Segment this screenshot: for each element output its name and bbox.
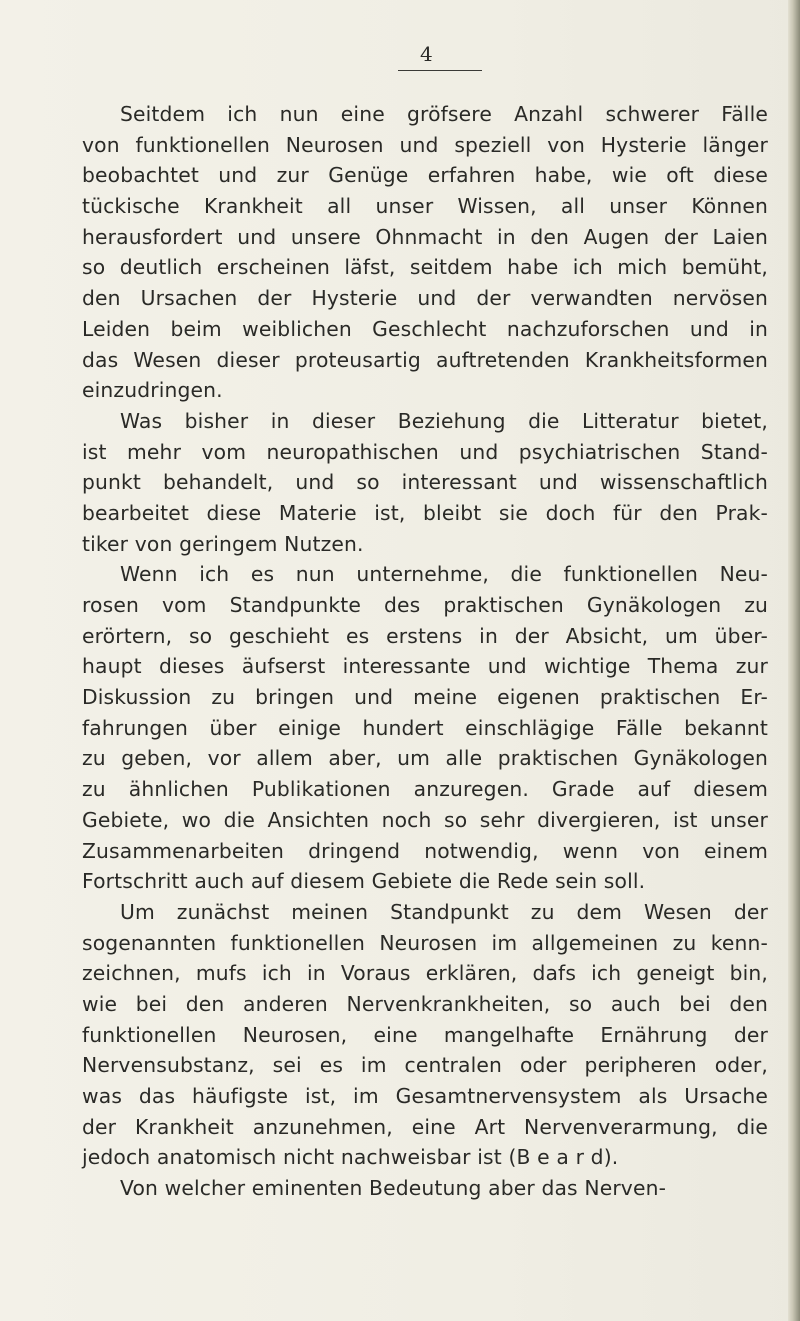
text-line: Um zunächst meinen Standpunkt zu dem Wesen der (120, 899, 768, 924)
text-line: Gebiete, wo die Ansichten noch so sehr divergieren, ist unser (82, 807, 768, 832)
text-line: Nervensubstanz, sei es im centralen oder peripheren oder, (82, 1053, 768, 1078)
text-line: Wenn ich es nun unternehme, die funktionellen Neu- (120, 562, 768, 587)
text-line: funktionellen Neurosen, eine mangelhafte Ernährung der (82, 1022, 768, 1047)
text-line: punkt behandelt, und so interessant und wissenschaftlich (82, 470, 768, 495)
text-line: Diskussion zu bringen und meine eigenen praktischen Er- (82, 685, 768, 710)
body-text (82, 99, 768, 1204)
text-line: Was bisher in dieser Beziehung die Litteratur bietet, (120, 408, 768, 433)
text-line: haupt dieses äufserst interessante und wichtige Thema zur (82, 654, 768, 679)
text-line: den Ursachen der Hysterie und der verwandten nervösen (82, 286, 768, 311)
text-line: zeichnen, mufs ich in Voraus erklären, dafs ich geneigt bin, (82, 961, 768, 986)
text-line: jedoch anatomisch nicht nachweisbar ist (B e a r d). (82, 1145, 619, 1170)
page-number-rule (398, 70, 482, 71)
text-line: tückische Krankheit all unser Wissen, all unser Können (82, 194, 768, 219)
text-line: Fortschritt auch auf diesem Gebiete die Rede sein soll. (82, 869, 646, 894)
text-line: einzudringen. (82, 378, 223, 403)
text-line: was das häufigste ist, im Gesamtnervensystem als Ursache (82, 1084, 768, 1108)
page-number: 4 (420, 42, 433, 66)
text-line: herausfordert und unsere Ohnmacht in den Augen der Laien (82, 224, 768, 249)
text-line: Leiden beim weiblichen Geschlecht nachzuforschen und in (82, 316, 768, 341)
text-line: wie bei den anderen Nervenkrankheiten, so auch bei den (82, 991, 768, 1016)
text-line: tiker von geringem Nutzen. (82, 531, 364, 556)
text-line: das Wesen dieser proteusartig auftretenden Krankheitsformen (82, 347, 768, 372)
text-line: Von welcher eminenten Bedeutung aber das Nerven- (120, 1176, 667, 1201)
text-line: ist mehr vom neuropathischen und psychiatrischen Stand- (82, 439, 768, 464)
text-line: zu geben, vor allem aber, um alle praktischen Gynäkologen (82, 746, 768, 771)
text-line: Seitdem ich nun eine gröfsere Anzahl schwerer Fälle (120, 102, 768, 126)
page-edge-shadow (788, 0, 800, 1321)
text-line: rosen vom Standpunkte des praktischen Gynäkologen zu (82, 593, 768, 617)
text-line: der Krankheit anzunehmen, eine Art Nervenverarmung, die (82, 1114, 768, 1139)
text-line: von funktionellen Neurosen und speziell von Hysterie länger (82, 132, 768, 157)
text-line: fahrungen über einige hundert einschlägige Fälle bekannt (82, 715, 768, 740)
text-line: so deutlich erscheinen läfst, seitdem habe ich mich bemüht, (82, 255, 768, 280)
text-line: sogenannten funktionellen Neurosen im allgemeinen zu kenn- (82, 930, 768, 955)
text-line: beobachtet und zur Genüge erfahren habe, wie oft diese (82, 163, 768, 188)
text-line: zu ähnlichen Publikationen anzuregen. Grade auf diesem (82, 777, 768, 802)
text-line: erörtern, so geschieht es erstens in der Absicht, um über- (82, 623, 768, 648)
text-line: Zusammenarbeiten dringend notwendig, wenn von einem (82, 838, 768, 863)
text-line: bearbeitet diese Materie ist, bleibt sie doch für den Prak- (82, 500, 768, 525)
